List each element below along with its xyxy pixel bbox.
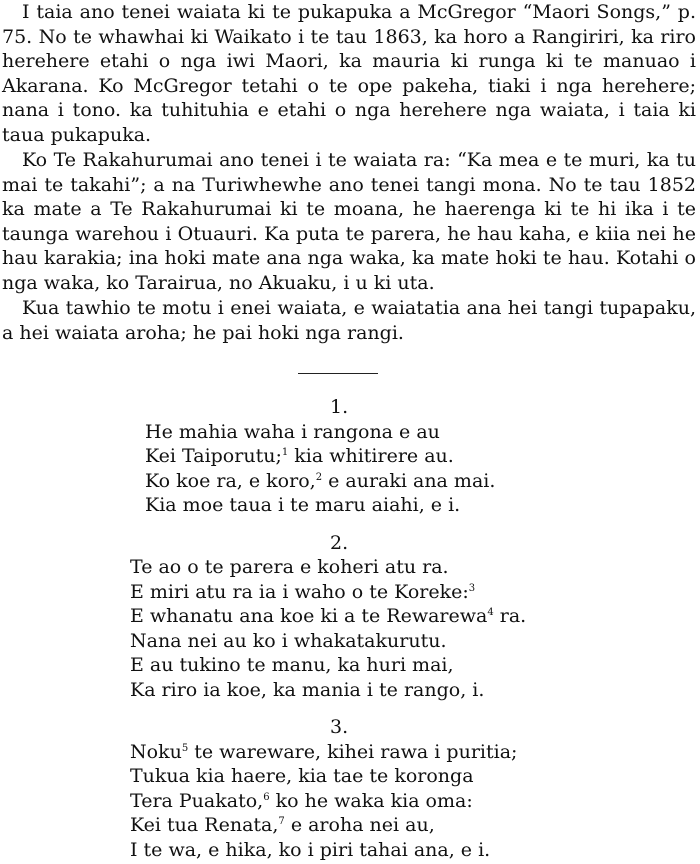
intro-text (2, 0, 696, 346)
footnote-marker: 1 (281, 447, 289, 458)
song-verses (0, 395, 700, 864)
stanza-number: 3. (330, 716, 349, 738)
stanza-number: 2. (330, 531, 349, 554)
verse-line: Kia moe taua i te maru aiahi, e i. (145, 494, 461, 516)
verse-line: Tukua kia haere, kia tae te koronga (130, 765, 474, 787)
verse-line: Te ao o te parera e koheri atu ra. (130, 556, 449, 578)
verse-line: I te wa, e hika, ko i piri tahai ana, e i. (130, 838, 491, 861)
intro-paragraph-1: I taia ano tenei waiata ki te pukapuka a McGregor “Maori Songs,” p. 75. No te whawhai ki Waikato i te tau 1863, ka horo a Rangiriri, ka riro herehere etahi o nga iwi Maori, ka mauria ki runga ki te manuao i Akarana. Ko McGregor tetahi o te ope pakeha, tiaki i nga herehere; nana i tono. ka tuhituhia e etahi o nga herehere nga waiata, i taia ki taua pukapuka. (2, 1, 696, 146)
verse-line: Noku$^5$ te wareware, kihei rawa i puritia; (130, 740, 518, 763)
verse-line: E whanatu ana koe ki a te Rewarewa$^4$ ra. (130, 605, 527, 627)
verse-line: E au tukino te manu, ka huri mai, (130, 654, 454, 676)
footnote-marker: 3 (468, 582, 476, 594)
stanza-2 (0, 531, 700, 703)
verse-line: Kei tua Renata,$^7$ e aroha nei au, (130, 814, 435, 836)
intro-paragraph-3: Kua tawhio te motu i enei waiata, e waiatatia ana hei tangi tupapaku, a hei waiata aroha; he pai hoki nga rangi. (2, 297, 696, 344)
verse-line: He mahia waha i rangona e au (145, 420, 440, 443)
verse-line: E miri atu ra ia i waho o te Koreke:$^3$ (130, 580, 476, 603)
stanza-1 (0, 395, 700, 518)
footnote-marker: 5 (181, 742, 189, 754)
stanza-3 (0, 715, 700, 862)
section-divider (298, 373, 378, 374)
footnote-marker: 6 (263, 791, 270, 803)
verse-line: Ko koe ra, e koro,$^2$ e auraki ana mai. (145, 469, 496, 492)
intro-paragraph-2: Ko Te Rakahurumai ano tenei i te waiata ra: “Ka mea e te muri, ka tu mai te takahi”; a na Turiwhewhe ano tenei tangi mona. No te tau 1852 ka mate a Te Rakahurumai ki te moana, he haerenga ki te hi ika i te taunga warehou i Otuauri. Ka puta te parera, he hau kaha, e kiia nei he hau karakia; ina hoki mate ana nga waka, ka mate hoki te hau. Kotahi o nga waka, ko Tarairua, no Akuaku, i u ki uta. (2, 149, 696, 294)
verse-line: Nana nei au ko i whakatakurutu. (130, 629, 447, 652)
footnote-marker: 2 (315, 471, 323, 483)
footnote-marker: 4 (487, 607, 494, 618)
verse-line: Tera Puakato,$^6$ ko he waka kia oma: (130, 789, 473, 812)
footnote-marker: 7 (278, 816, 285, 827)
stanza-number: 1. (330, 396, 349, 418)
verse-line: Ka riro ia koe, ka mania i te rango, i. (130, 678, 485, 701)
verse-line: Kei Taiporutu;$^1$ kia whitirere au. (145, 445, 454, 467)
